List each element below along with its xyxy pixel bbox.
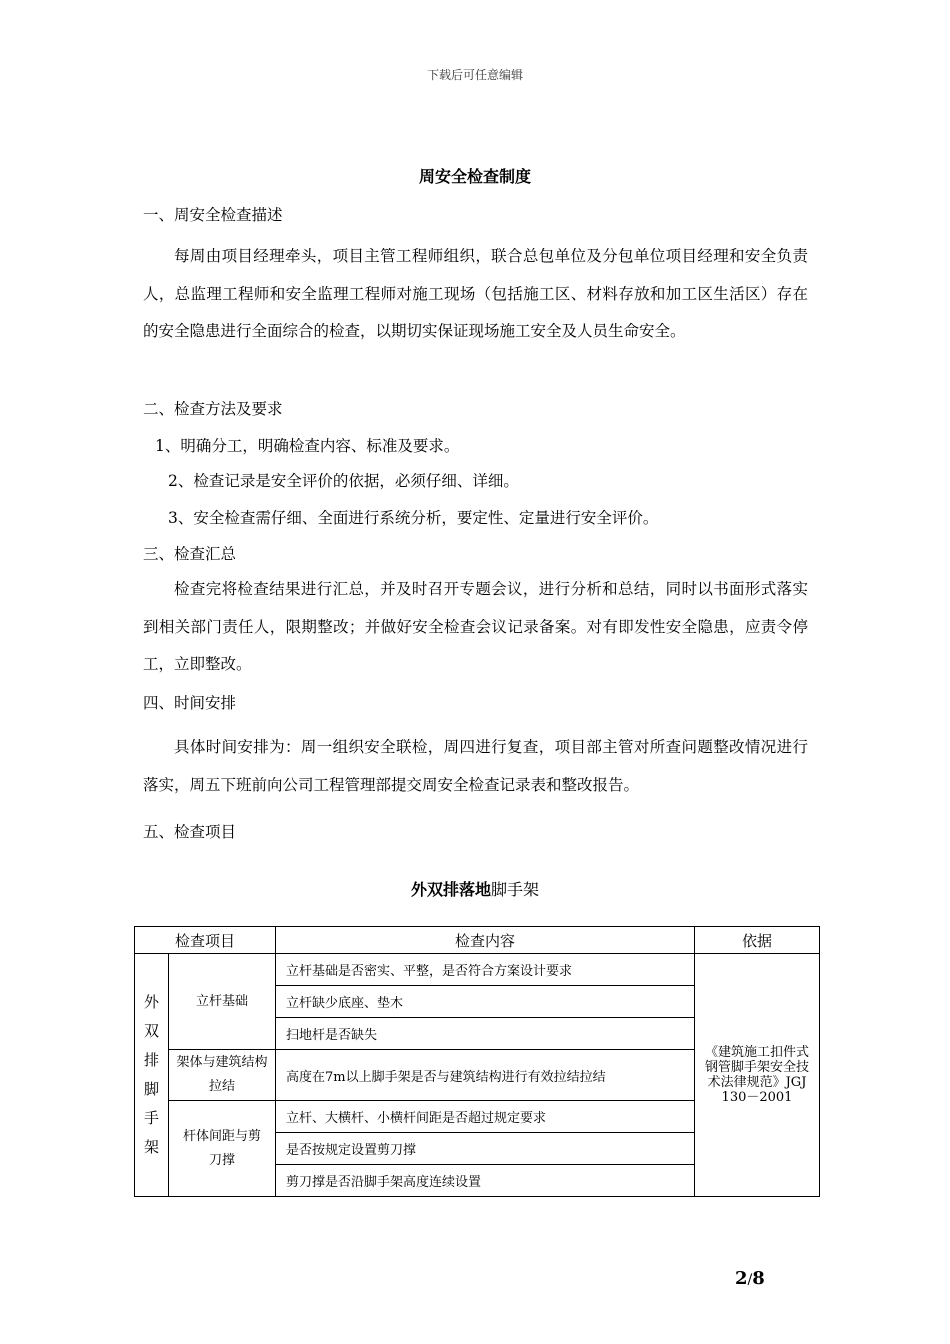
group-name-cell: 杆体间距与剪刀撑 bbox=[169, 1101, 276, 1197]
basis-cell bbox=[695, 954, 820, 1197]
table-title bbox=[0, 877, 950, 900]
section-2-item-1: 1、明确分工，明确检查内容、标准及要求。 bbox=[155, 437, 460, 455]
header-basis: 依据 bbox=[695, 927, 820, 954]
inspection-table bbox=[134, 926, 820, 1197]
content-cell: 是否按规定设置剪刀撑 bbox=[276, 1133, 695, 1165]
category-char: 双 bbox=[143, 1022, 159, 1040]
basis-text: 《建筑施工扣件式钢管脚手架安全技术法律规范》JGJ 130－2001 bbox=[704, 1045, 809, 1105]
table-header-row bbox=[135, 927, 820, 954]
group-name-cell: 架体与建筑结构拉结 bbox=[169, 1050, 276, 1101]
section-3-heading: 三、检查汇总 bbox=[143, 545, 237, 563]
page-number bbox=[735, 1268, 765, 1289]
content-cell: 立杆缺少底座、垫木 bbox=[276, 986, 695, 1018]
content-cell: 高度在7m以上脚手架是否与建筑结构进行有效拉结拉结 bbox=[276, 1050, 695, 1101]
category-char: 外 bbox=[143, 993, 159, 1011]
category-char: 手 bbox=[143, 1109, 159, 1127]
content-cell: 剪刀撑是否沿脚手架高度连续设置 bbox=[276, 1165, 695, 1197]
header-inspection-content: 检查内容 bbox=[276, 927, 695, 954]
category-char: 架 bbox=[143, 1138, 159, 1156]
section-2-item-2: 2、检查记录是安全评价的依据，必须仔细、详细。 bbox=[168, 472, 519, 490]
section-2-heading: 二、检查方法及要求 bbox=[143, 400, 283, 418]
category-char: 排 bbox=[143, 1051, 159, 1069]
content-cell: 扫地杆是否缺失 bbox=[276, 1018, 695, 1050]
category-cell bbox=[135, 954, 169, 1197]
section-3-paragraph: 检查完将检查结果进行汇总，并及时召开专题会议，进行分析和总结，同时以书面形式落实到相关部门责任人，限期整改；并做好安全检查会议记录备案。对有即发性安全隐患，应责令停工，立即整改。 bbox=[143, 580, 808, 673]
content-cell: 立杆、大横杆、小横杆间距是否超过规定要求 bbox=[276, 1101, 695, 1133]
table-row bbox=[135, 954, 820, 986]
document-title: 周安全检查制度 bbox=[418, 167, 531, 186]
page-current: 2 bbox=[735, 1268, 748, 1289]
section-2-item-3: 3、安全检查需仔细、全面进行系统分析，要定性、定量进行安全评价。 bbox=[168, 509, 659, 527]
content-cell: 立杆基础是否密实、平整，是否符合方案设计要求 bbox=[276, 954, 695, 986]
header-inspection-item: 检查项目 bbox=[135, 927, 276, 954]
section-1-paragraph: 每周由项目经理牵头，项目主管工程师组织，联合总包单位及分包单位项目经理和安全负责人，总监理工程师和安全监理工程师对施工现场（包括施工区、材料存放和加工区生活区）存在的安全隐患进行全面综合的检查，以期切实保证现场施工安全及人员生命安全。 bbox=[143, 247, 808, 340]
section-1-heading: 一、周安全检查描述 bbox=[143, 206, 283, 224]
page-separator: / bbox=[747, 1272, 753, 1288]
section-4-paragraph: 具体时间安排为：周一组织安全联检，周四进行复查，项目部主管对所查问题整改情况进行落实，周五下班前向公司工程管理部提交周安全检查记录表和整改报告。 bbox=[143, 738, 808, 794]
section-5-heading: 五、检查项目 bbox=[143, 823, 237, 841]
section-4-heading: 四、时间安排 bbox=[143, 694, 237, 712]
group-name-cell: 立杆基础 bbox=[169, 954, 276, 1050]
table-title-normal: 脚手架 bbox=[491, 880, 540, 899]
category-char: 脚 bbox=[143, 1080, 159, 1098]
header-note: 下载后可任意编辑 bbox=[426, 68, 523, 82]
table-title-bold: 外双排落地 bbox=[410, 880, 491, 899]
page-total: 8 bbox=[752, 1268, 765, 1289]
